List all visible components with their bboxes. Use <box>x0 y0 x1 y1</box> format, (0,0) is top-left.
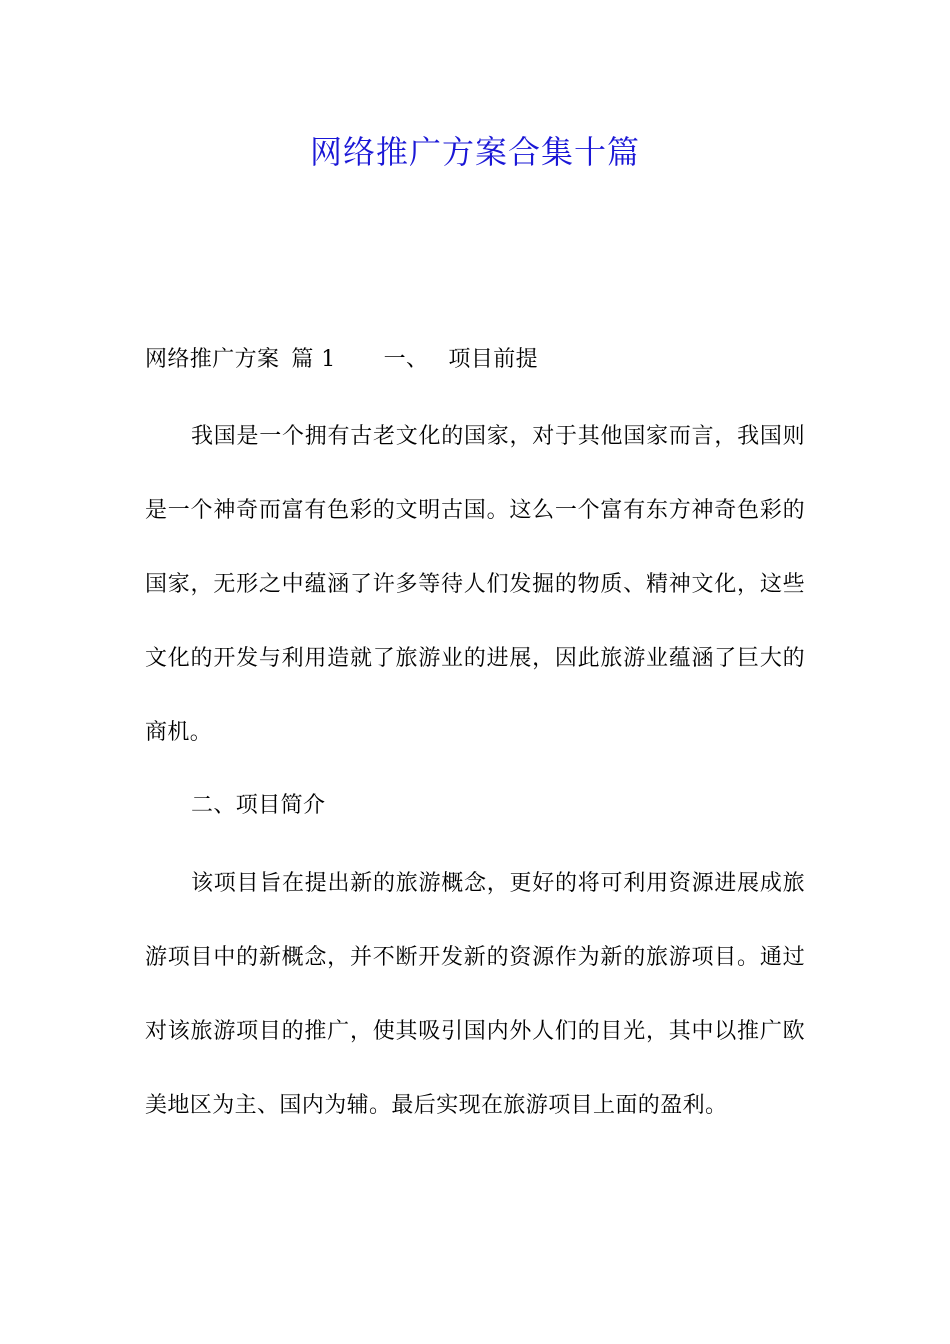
document-title: 网络推广方案合集十篇 <box>309 133 640 171</box>
section-number: 一、 <box>383 347 429 372</box>
section-name: 网络推广方案 <box>145 347 280 372</box>
section-heading: 项目前提 <box>448 347 539 372</box>
paragraph-1: 我国是一个拥有古老文化的国家，对于其他国家而言，我国则是一个神奇而富有色彩的文明古国。这么一个富有东方神奇色彩的国家，无形之中蕴涵了许多等待人们发掘的物质、精神文化，这些文化的开发与利用造就了旅游业的进展，因此旅游业蕴涵了巨大的商机。 <box>145 424 805 745</box>
section-1-heading-line <box>145 340 805 380</box>
paragraph-2: 该项目旨在提出新的旅游概念，更好的将可利用资源进展成旅游项目中的新概念，并不断开发新的资源作为新的旅游项目。通过对该旅游项目的推广，使其吸引国内外人们的目光，其中以推广欧美地区为主、国内为辅。最后实现在旅游项目上面的盈利。 <box>145 871 805 1118</box>
part-label: 篇 1 <box>291 347 336 372</box>
section-2-heading: 二、项目简介 <box>191 793 326 818</box>
